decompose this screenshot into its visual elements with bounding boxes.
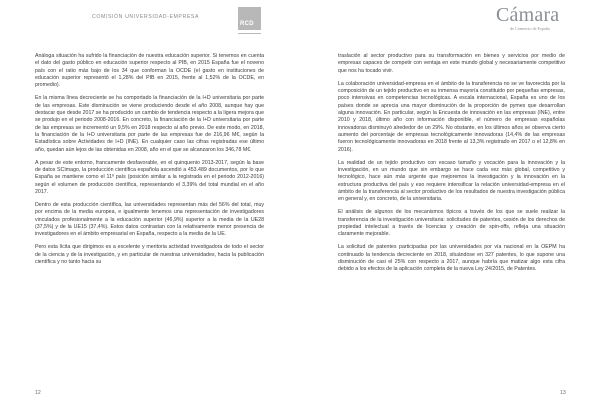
running-title: COMISIÓN UNIVERSIDAD-EMPRESA [92,14,200,20]
paragraph: traslación al sector productivo para su transformación en bienes y servicios por medio de empresas capaces de competir con ventaja en este mundo global y necesariamente competitivo que nos ha tocado vivir. [338,53,565,74]
camara-logo-name: Cámara [496,4,560,26]
rcd-logo [238,7,261,30]
paragraph: El análisis de algunos de los mecanismos típicos a través de los que se suele realizar la transferencia de la investigación universitaria: solicitudes de patentes, cesión de los derechos de propiedad intelectual a través de licencias y creación de spin-offs, refleja una situación claramente mejorable. [338,209,565,238]
paragraph: La realidad de un tejido productivo con escaso tamaño y vocación para la innovación y la investigación, en un mundo que sin embargo se hace cada vez más global, competitivo y tecnológico, hace aún más urgente que mejoremos la investigación y la innovación en la estructura productiva del país y eso requiere intensificar la relación universidad-empresa en el ámbito de la transferencia al sector productivo de los resultados de nuestra investigación pública en general y, en concreto, de la universitaria. [338,159,565,203]
right-page [300,0,600,405]
page-number-right: 13 [560,390,566,396]
rcd-logo-underline [238,33,261,34]
paragraph: La solicitud de patentes participadas por las universidades por vía nacional en la OEPM ha continuado la tendencia decreciente en 2018, situándose en 327 patentes, lo que supone una disminución de casi el 25% con respecto a 2017, aunque habría que matizar algo esta cifra debido a los efectos de la aplicación completa de la nueva Ley 24/2015, de Patentes. [338,244,565,273]
paragraph: Pero esta lícita que dirigimos es a excelente y meritoria actividad investigadora de todo el sector de la ciencia y de la investigación, y en particular de nuestras universidades, hacia la publicación científica y no tanto hacia su [35,244,264,265]
paragraph: Dentro de esta producción científica, las universidades representan más del 56% del total, muy por encima de la media europea, e igualmente tenemos una representación de investigadores vinculados profesionalmente a la educación superior (46,9%) superior a la media de la UE28 (37,5%) y de la UE15 (37,4%). Estos datos contrastan con la relativamente menor presencia de investigadores en el ámbito empresarial en España, respecto a la media de la UE. [35,201,264,238]
paragraph: Análoga situación ha sufrido la financiación de nuestra educación superior. Si tenemos en cuenta el dato del gasto público en educación superior respecto al PIB, en 2015 España fue el noveno país con el ratio más bajo de los 34 que conforman la OCDE (el gasto en instituciones de educación superior representó el 1,28% del PIB en 2015, frente al 1,52% de la OCDE, en promedio). [35,53,264,89]
right-text-column [338,53,565,279]
left-text-column [35,53,264,272]
page-number-left: 12 [35,390,41,396]
paragraph: A pesar de este entorno, francamente desfavorable, en el quinquenio 2013-2017, según la base de datos SCImago, la producción científica española ascendió a 453.489 documentos, por lo que España se mantiene como el 11º país (posición similar a la registrada en el periodo 2012-2016) según el volumen de producción científica, representando el 3,39% del total mundial en el año 2017. [35,159,264,196]
paragraph: En la misma línea decreciente se ha comportado la financiación de la I+D universitaria por parte de las empresas. Este disminución se viene produciendo desde el año 2008, aunque hay que destacar que desde 2017 se ha producido un cambio de tendencia respecto a la ligera mejora que se produjo en el periodo 2008-2016. En concreto, la financiación de la I+D universitaria por parte de las empresas se incrementó un 9,5% en 2018 respecto al año previo. De este modo, en 2018, la financiación de la I+D universitaria por parte de las empresas fue de 216,96 M€, según la Estadística sobre Actividades de I+D (INE). En cualquier caso las cifras registradas ese último año, quedan aún lejos de las obtenidas en 2008, año en el que se alcanzaron los 346,78 M€. [35,95,264,153]
paragraph: La colaboración universidad-empresa en el ámbito de la transferencia no se ve favorecida por la composición de un tejido productivo en su inmensa mayoría constituido por pequeñas empresas, poco intensivas en competencias tecnológicas. A escala internacional, España es uno de los países donde se aprecia una mayor disminución de la proporción de pymes que desarrollan alguna innovación. En particular, según la Encuesta de innovación en las empresas (INE), entre 2010 y 2018, último año con información disponible, el número de empresas españolas innovadoras disminuyó alrededor de un 29%. No obstante, en los últimos años se observa cierto aumento del porcentaje de empresas tecnológicamente innovadoras (14,4% de las empresas fueron tecnológicamente innovadoras en 2018 frente al 13,3% registrado en 2017 o el 12,8% en 2016). [338,80,565,153]
camara-logo-subtitle: de Comercio de España [510,26,550,31]
rcd-logo-text: RCD [240,21,254,27]
camara-logo [496,4,564,34]
